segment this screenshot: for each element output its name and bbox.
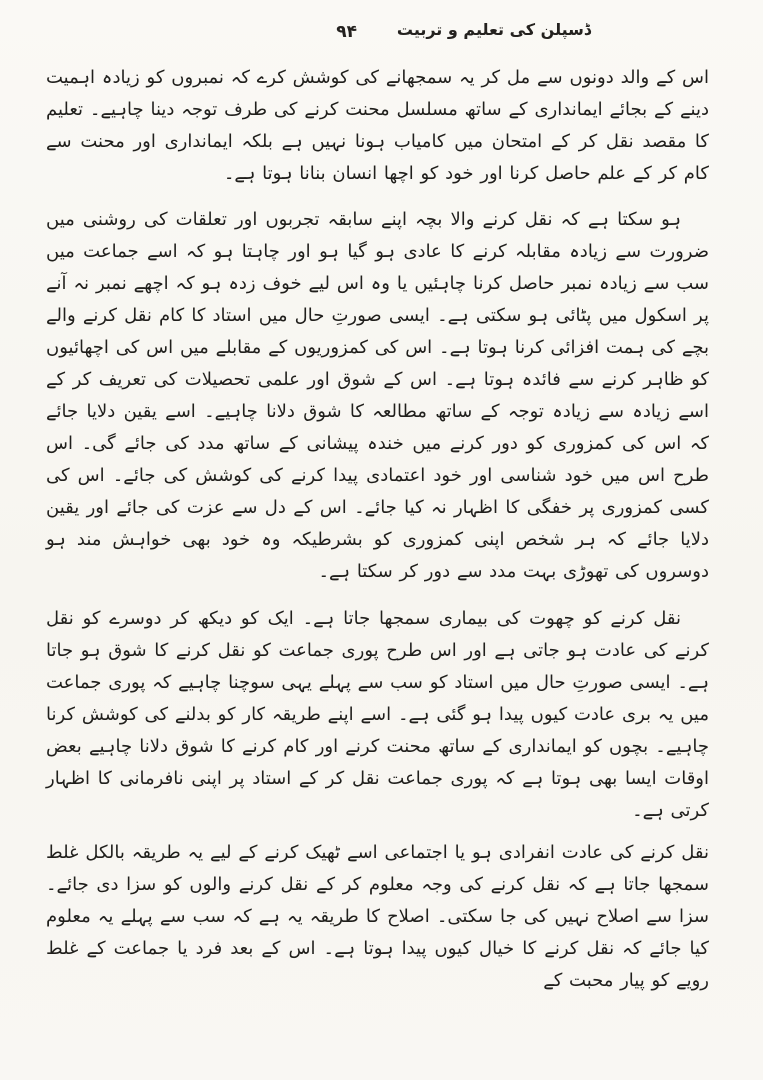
- page-header: [46, 14, 709, 60]
- paragraph: ہو سکتا ہے کہ نقل کرنے والا بچہ اپنے سابقہ تجربوں اور تعلقات کی روشنی میں ضرورت سے زیادہ مقابلہ کرنے کا عادی ہو گیا ہو اور چاہتا ہو کہ اسے جماعت میں سب سے زیادہ نمبر حاصل کرنا چاہئیں یا وہ اس لیے خوف زدہ ہو کہ اچھے نمبر نہ آنے پر اسکول میں پٹائی ہو سکتی ہے۔ ایسی صورتِ حال میں استاد کا کام نقل کرنے والے بچے کی ہمت افزائی کرنا ہوتا ہے۔ اس کی کمزوریوں کے مقابلے میں اس کی اچھائیوں کو ظاہر کرنے سے فائدہ ہوتا ہے۔ اس کے شوق اور علمی تحصیلات کی تعریف کر کے اسے زیادہ سے زیادہ توجہ کے ساتھ مطالعہ کا شوق دلانا چاہیے۔ اسے یقین دلایا جائے کہ اس کی کمزوری کو دور کرنے میں خندہ پیشانی کے ساتھ مدد کی جائے گی۔ اس طرح اس میں خود شناسی اور خود اعتمادی پیدا کرنے کی کوشش کی جائے۔ اس کی کسی کمزوری پر خفگی کا اظہار نہ کیا جائے۔ اس کے دل سے عزت کی جائے اور یقین دلایا جائے کہ ہر شخص اپنی کمزوری کو بشرطیکہ وہ خود بھی خواہش مند ہو دوسروں کی تھوڑی بہت مدد سے دور کر سکتا ہے۔: [46, 209, 709, 583]
- paragraph: اس کے والد دونوں سے مل کر یہ سمجھانے کی کوشش کرے کہ نمبروں کو زیادہ اہمیت دینے کے بجائے ایمانداری کے ساتھ مسلسل محنت کرنے کی طرف توجہ دینا چاہیے۔ تعلیم کا مقصد نقل کر کے امتحان میں کامیاب ہونا نہیں ہے بلکہ ایمانداری اور محنت سے کام کر کے علم حاصل کرنا اور خود کو اچھا انسان بنانا ہوتا ہے۔: [46, 67, 709, 185]
- chapter-title: ڈسپلن کی تعلیم و تربیت: [396, 20, 591, 39]
- paragraph: نقل کرنے کی عادت انفرادی ہو یا اجتماعی اسے ٹھیک کرنے کے لیے یہ طریقہ بالکل غلط سمجھا جاتا ہے کہ نقل کرنے کی وجہ معلوم کر کے نقل کرنے والوں کو سزا دی جائے۔ سزا سے اصلاح نہیں کی جا سکتی۔ اصلاح کا طریقہ یہ ہے کہ سب سے پہلے یہ معلوم کیا جائے کہ نقل کرنے کا خیال کیوں پیدا ہوتا ہے۔ اس کے بعد فرد یا جماعت کے غلط رویے کو پیار محبت کے: [46, 841, 709, 991]
- page-body: [46, 62, 709, 997]
- page-number: ۹۴: [336, 22, 357, 42]
- paragraph: نقل کرنے کو چھوت کی بیماری سمجھا جاتا ہے۔ ایک کو دیکھ کر دوسرے کو نقل کرنے کی عادت ہو جاتی ہے اور اس طرح پوری جماعت کو نقل کرنے کا شوق ہو جاتا ہے۔ ایسی صورتِ حال میں استاد کو سب سے پہلے یہی سوچنا چاہیے کہ پوری جماعت میں یہ بری عادت کیوں پیدا ہو گئی ہے۔ اسے اپنے طریقہ کار کو بدلنے کی کوشش کرنا چاہیے۔ بچوں کو ایمانداری کے ساتھ محنت کرنے اور کام کرنے کا شوق دلانا چاہیے بعض اوقات ایسا بھی ہوتا ہے کہ پوری جماعت نقل کر کے استاد پر اپنی نافرمانی کا اظہار کرتی ہے۔: [46, 607, 709, 821]
